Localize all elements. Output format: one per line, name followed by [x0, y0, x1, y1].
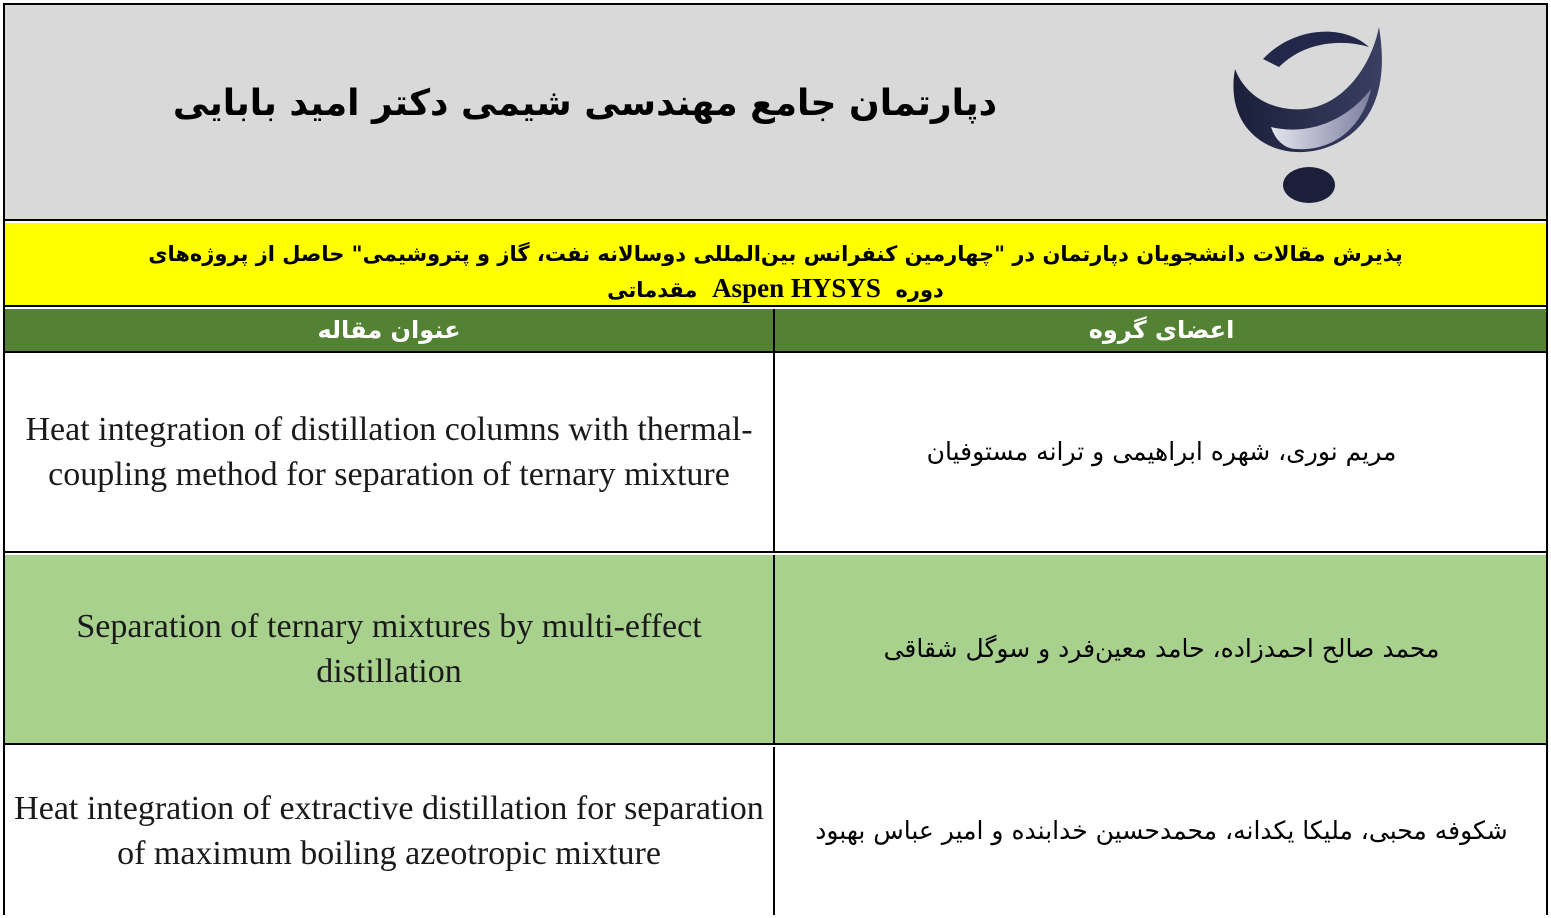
- table-header: [5, 309, 1546, 353]
- announcement-prefix: دوره: [895, 278, 944, 302]
- department-logo-icon: [1223, 17, 1393, 207]
- paper-title-cell: Separation of ternary mixtures by multi-effect distillation: [5, 555, 775, 743]
- announcement-banner: [5, 223, 1546, 307]
- paper-title-cell: Heat integration of distillation columns with thermal-coupling method for separation of ternary mixture: [5, 353, 775, 551]
- column-header-group-members: اعضای گروه: [1088, 316, 1235, 344]
- paper-title-cell: Heat integration of extractive distillation for separation of maximum boiling azeotropic mixture: [5, 747, 775, 915]
- software-name: Aspen HYSYS: [712, 273, 881, 303]
- page-header: [5, 5, 1546, 221]
- group-members-cell: مریم نوری، شهره ابراهیمی و ترانه مستوفیان: [926, 437, 1397, 466]
- group-members-cell: شکوفه محبی، ملیکا یکدانه، محمدحسین خدابنده و امیر عباس بهبود: [815, 816, 1508, 845]
- column-header-paper-title: عنوان مقاله: [5, 309, 775, 353]
- announcement-line-1: پذیرش مقالات دانشجویان دپارتمان در "چهارمین کنفرانس بین‌المللی دوسالانه نفت، گاز و پتروشیمی" حاصل از پروژه‌های: [148, 242, 1403, 266]
- department-title: دپارتمان جامع مهندسی شیمی دکتر امید بابایی: [172, 83, 998, 124]
- group-members-cell: محمد صالح احمدزاده، حامد معین‌فرد و سوگل شقاقی: [883, 634, 1440, 663]
- table-row: [5, 747, 1546, 915]
- announcement-suffix: مقدماتی: [607, 278, 698, 302]
- announcement-line-2: [85, 275, 1466, 303]
- table-row: [5, 555, 1546, 745]
- table-row: [5, 353, 1546, 553]
- announcement-sheet: [3, 3, 1548, 915]
